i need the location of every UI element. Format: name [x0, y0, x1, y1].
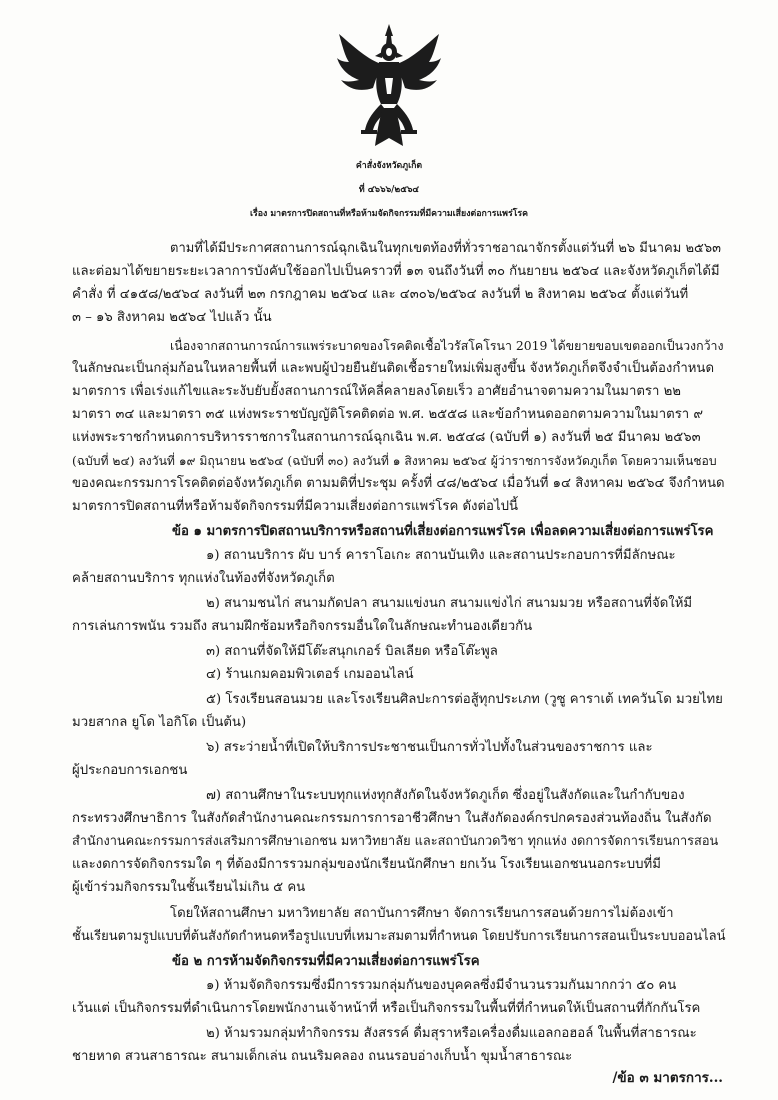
body-line: ผู้เข้าร่วมกิจกรรมในชั้นเรียนไม่เกิน ๕ คน: [72, 880, 306, 895]
body-line: ตามที่ได้มีประกาศสถานการณ์ฉุกเฉินในทุกเขตท้องที่ทั่วราชอาณาจักรตั้งแต่วันที่ ๒๖ มีนาคม ๒๕๖๓: [170, 241, 721, 256]
body-line: ชายหาด สวนสาธารณะ สนามเด็กเล่น ถนนริมคลอง ถนนรอบอ่างเก็บน้ำ ขุมน้ำสาธารณะ: [72, 1049, 573, 1064]
page-continuation: /ข้อ ๓ มาตรการ...: [612, 1070, 723, 1086]
body-line: (ฉบับที่ ๒๔) ลงวันที่ ๑๙ มิถุนายน ๒๕๖๔ (ฉบับที่ ๓๐) ลงวันที่ ๑ สิงหาคม ๒๕๖๔ ผู้ว่าราชการจังหวัดภูเก็ต โดยความเห็นชอบ: [72, 454, 717, 468]
body-line: สำนักงานคณะกรรมการส่งเสริมการศึกษาเอกชน มหาวิทยาลัย และสถาบันกวดวิชา ทุกแห่ง งดการจัดการเรียนการสอน: [72, 834, 719, 849]
body-line: มวยสากล ยูโด ไอกิโด เป็นต้น): [72, 715, 247, 730]
body-line: คำสั่ง ที่ ๔๑๕๘/๒๕๖๔ ลงวันที่ ๒๓ กรกฎาคม ๒๕๖๔ และ ๔๓๐๖/๒๕๖๔ ลงวันที่ ๒ สิงหาคม ๒๕๖๔ ตั้งแต่วันที่: [72, 287, 689, 302]
order-title: คำสั่งจังหวัดภูเก็ต: [355, 161, 423, 171]
order-number: ที่ ๔๖๖๖/๒๕๖๔: [358, 185, 420, 195]
body-line: ผู้ประกอบการเอกชน: [72, 763, 188, 778]
body-line: มาตรการปิดสถานที่หรือห้ามจัดกิจกรรมที่มีความเสี่ยงต่อการแพร่โรค ดังต่อไปนี้: [72, 499, 518, 514]
body-line: ๓) สถานที่จัดให้มีโต๊ะสนุกเกอร์ บิลเลียด หรือโต๊ะพูล: [206, 644, 498, 659]
body-line: ๕) โรงเรียนสอนมวย และโรงเรียนศิลปะการต่อสู้ทุกประเภท (วูซู คาราเต้ เทควันโด มวยไทย: [206, 692, 723, 707]
body-line: ๒) ห้ามรวมกลุ่มทำกิจกรรม สังสรรค์ ดื่มสุราหรือเครื่องดื่มแอลกอฮอล์ ในพื้นที่สาธารณะ: [206, 1026, 697, 1041]
body-line: การเล่นการพนัน รวมถึง สนามฝึกซ้อมหรือกิจกรรมอื่นใดในลักษณะทำนองเดียวกัน: [72, 619, 533, 634]
body-line: โดยให้สถานศึกษา มหาวิทยาลัย สถาบันการศึกษา จัดการเรียนการสอนด้วยการไม่ต้องเข้า: [170, 906, 674, 921]
clause-heading: ข้อ ๑ มาตรการปิดสถานบริการหรือสถานที่เสี่ยงต่อการแพร่โรค เพื่อลดความเสี่ยงต่อการแพร่โรค: [172, 524, 714, 539]
garuda-emblem-icon: [335, 22, 443, 150]
body-line: และงดการจัดกิจกรรมใด ๆ ที่ต้องมีการรวมกลุ่มของนักเรียนนักศึกษา ยกเว้น โรงเรียนเอกชนนอกระบบที่มี: [72, 857, 661, 872]
body-line: ของคณะกรรมการโรคติดต่อจังหวัดภูเก็ต ตามมติที่ประชุม ครั้งที่ ๔๘/๒๕๖๔ เมื่อวันที่ ๑๔ สิงหาคม ๒๕๖๔ จึงกำหนด: [72, 476, 725, 491]
body-line: และต่อมาได้ขยายระยะเวลาการบังคับใช้ออกไปเป็นคราวที่ ๑๓ จนถึงวันที่ ๓๐ กันยายน ๒๕๖๔ และจังหวัดภูเก็ตได้มี: [72, 264, 720, 279]
body-line: ๔) ร้านเกมคอมพิวเตอร์ เกมออนไลน์: [206, 667, 414, 682]
body-line: แห่งพระราชกำหนดการบริหารราชการในสถานการณ์ฉุกเฉิน พ.ศ. ๒๕๔๘ (ฉบับที่ ๑) ลงวันที่ ๒๕ มีนาคม ๒๕๖๓: [72, 430, 701, 445]
body-line: ๒) สนามชนไก่ สนามกัดปลา สนามแข่งนก สนามแข่งไก่ สนามมวย หรือสถานที่จัดให้มี: [206, 596, 693, 611]
body-line: ๑) ห้ามจัดกิจกรรมซึ่งมีการรวมกลุ่มกันของบุคคลซึ่งมีจำนวนรวมกันมากกว่า ๕๐ คน: [206, 978, 677, 993]
body-line: เนื่องจากสถานการณ์การแพร่ระบาดของโรคติดเชื้อไวรัสโคโรนา 2019 ได้ขยายขอบเขตออกเป็นวงกว้าง: [170, 338, 724, 353]
body-line: เว้นแต่ เป็นกิจกรรมที่ดำเนินการโดยพนักงานเจ้าหน้าที่ หรือเป็นกิจกรรมในพื้นที่ที่กำหนดให้เป็นสถานที่กักกันโรค: [72, 1001, 701, 1016]
body-line: ๖) สระว่ายน้ำที่เปิดให้บริการประชาชนเป็นการทั่วไปทั้งในส่วนของราชการ และ: [206, 740, 653, 755]
body-line: ๓ – ๑๖ สิงหาคม ๒๕๖๔ ไปแล้ว นั้น: [72, 310, 272, 325]
body-line: มาตรา ๓๔ และมาตรา ๓๕ แห่งพระราชบัญญัติโรคติดต่อ พ.ศ. ๒๕๕๘ และข้อกำหนดออกตามความในมาตรา ๙: [72, 407, 704, 422]
body-line: ในลักษณะเป็นกลุ่มก้อนในหลายพื้นที่ และพบผู้ป่วยยืนยันติดเชื้อรายใหม่เพิ่มสูงขึ้น จังหวัดภูเก็ตจึงจำเป็นต้องกำหนด: [72, 361, 715, 376]
body-line: ชั้นเรียนตามรูปแบบที่ต้นสังกัดกำหนดหรือรูปแบบที่เหมาะสมตามที่กำหนด โดยปรับการเรียนการสอนเป็นระบบออนไลน์: [72, 929, 726, 944]
order-subject: เรื่อง มาตรการปิดสถานที่หรือห้ามจัดกิจกรรมที่มีความเสี่ยงต่อการแพร่โรค: [249, 209, 529, 219]
body-line: ๗) สถานศึกษาในระบบทุกแห่งทุกสังกัดในจังหวัดภูเก็ต ซึ่งอยู่ในสังกัดและในกำกับของ: [206, 788, 685, 803]
body-line: มาตรการ เพื่อเร่งแก้ไขและระงับยับยั้งสถานการณ์ให้คลี่คลายลงโดยเร็ว อาศัยอำนาจตามความในมาตรา ๒๒: [72, 384, 681, 399]
clause-heading: ข้อ ๒ การห้ามจัดกิจกรรมที่มีความเสี่ยงต่อการแพร่โรค: [172, 954, 480, 969]
body-line: กระทรวงศึกษาธิการ ในสังกัดสำนักงานคณะกรรมการการอาชีวศึกษา ในสังกัดองค์กรปกครองส่วนท้องถิ่น ในสังกัด: [72, 811, 712, 826]
body-line: ๑) สถานบริการ ผับ บาร์ คาราโอเกะ สถานบันเทิง และสถานประกอบการที่มีลักษณะ: [206, 548, 676, 563]
body-line: คล้ายสถานบริการ ทุกแห่งในท้องที่จังหวัดภูเก็ต: [72, 571, 335, 586]
